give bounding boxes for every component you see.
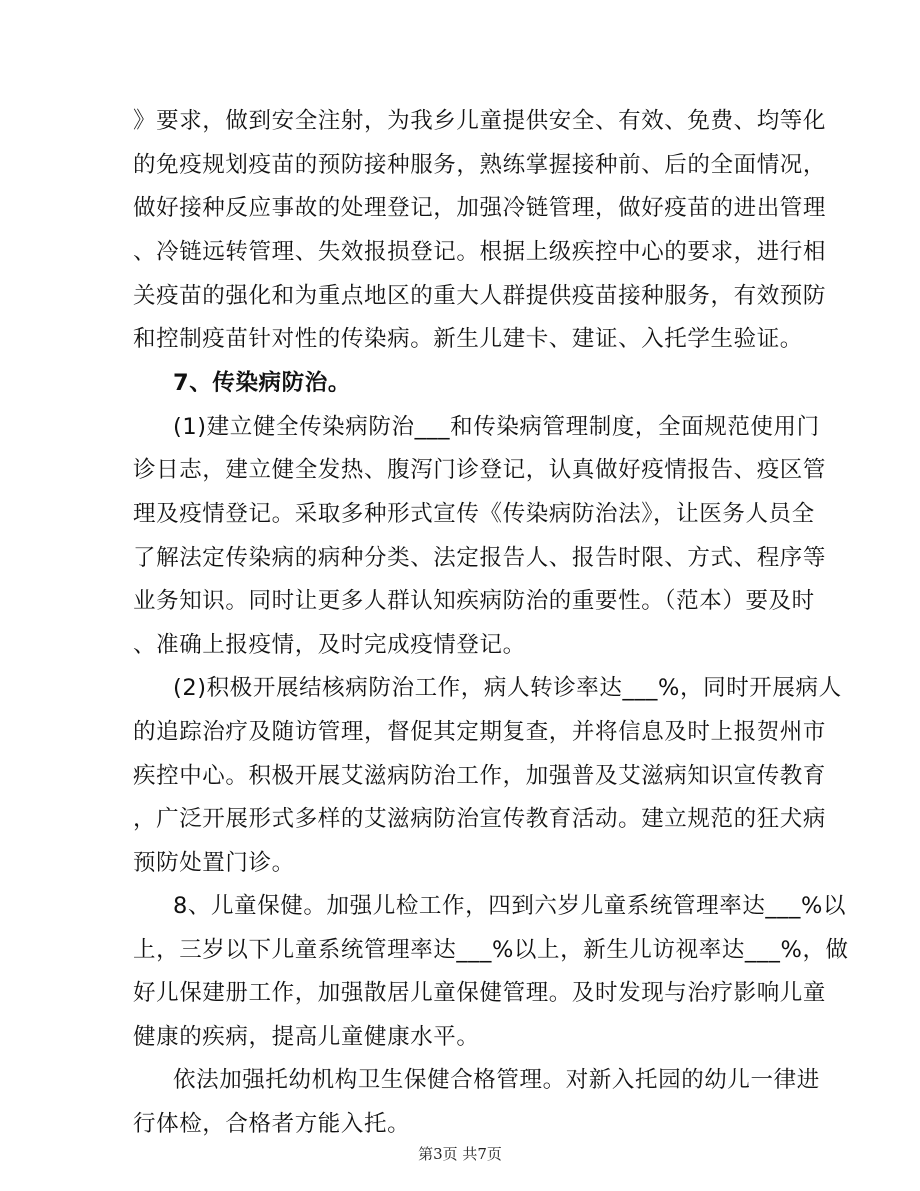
body-text-line: 预防处置门诊。 bbox=[133, 850, 295, 876]
body-text-line: 依法加强托幼机构卫生保健合格管理。对新入托园的幼儿一律进 bbox=[173, 1067, 820, 1093]
section-heading: 7、传染病防治。 bbox=[173, 370, 351, 396]
body-text-line: 行体检，合格者方能入托。 bbox=[133, 1111, 411, 1137]
body-text-line: 、准确上报疫情，及时完成疫情登记。 bbox=[133, 632, 526, 658]
body-text-line: 健康的疾病，提高儿童健康水平。 bbox=[133, 1024, 480, 1050]
page-number: 第3页 共7页 bbox=[418, 1145, 502, 1163]
body-text-line: 和控制疫苗针对性的传染病。新生儿建卡、建证、入托学生验证。 bbox=[133, 326, 803, 352]
body-text-line: 业务知识。同时让更多人群认知疾病防治的重要性。（范本）要及时 bbox=[133, 588, 815, 614]
body-text-line: 8、儿童保健。加强儿检工作，四到六岁儿童系统管理率达___%以 bbox=[173, 893, 847, 919]
body-text-line: (1)建立健全传染病防治___和传染病管理制度，全面规范使用门 bbox=[173, 414, 820, 440]
body-text-line: ，广泛开展形式多样的艾滋病防治宣传教育活动。建立规范的狂犬病 bbox=[133, 806, 827, 832]
body-text-line: 》要求，做到安全注射，为我乡儿童提供安全、有效、免费、均等化 bbox=[133, 108, 827, 134]
body-text-line: (2)积极开展结核病防治工作，病人转诊率达___%，同时开展病人 bbox=[173, 675, 842, 701]
body-text-line: 好儿保建册工作，加强散居儿童保健管理。及时发现与治疗影响儿童 bbox=[133, 980, 827, 1006]
body-text-line: 的免疫规划疫苗的预防接种服务，熟练掌握接种前、后的全面情况， bbox=[133, 152, 827, 178]
body-text-line: 了解法定传染病的病种分类、法定报告人、报告时限、方式、程序等 bbox=[133, 545, 827, 571]
body-text-line: 做好接种反应事故的处理登记，加强冷链管理，做好疫苗的进出管理 bbox=[133, 195, 827, 221]
body-text-line: 关疫苗的强化和为重点地区的重大人群提供疫苗接种服务，有效预防 bbox=[133, 283, 827, 309]
body-text-line: 、冷链远转管理、失效报损登记。根据上级疾控中心的要求，进行相 bbox=[133, 239, 827, 265]
body-text-line: 疾控中心。积极开展艾滋病防治工作，加强普及艾滋病知识宣传教育 bbox=[133, 763, 827, 789]
body-text-line: 上，三岁以下儿童系统管理率达___%以上，新生儿访视率达___%，做 bbox=[133, 937, 849, 963]
body-text-line: 的追踪治疗及随访管理，督促其定期复查，并将信息及时上报贺州市 bbox=[133, 719, 827, 745]
body-text-line: 诊日志，建立健全发热、腹泻门诊登记，认真做好疫情报告、疫区管 bbox=[133, 457, 827, 483]
body-text-line: 理及疫情登记。采取多种形式宣传《传染病防治法》，让医务人员全 bbox=[133, 501, 815, 527]
